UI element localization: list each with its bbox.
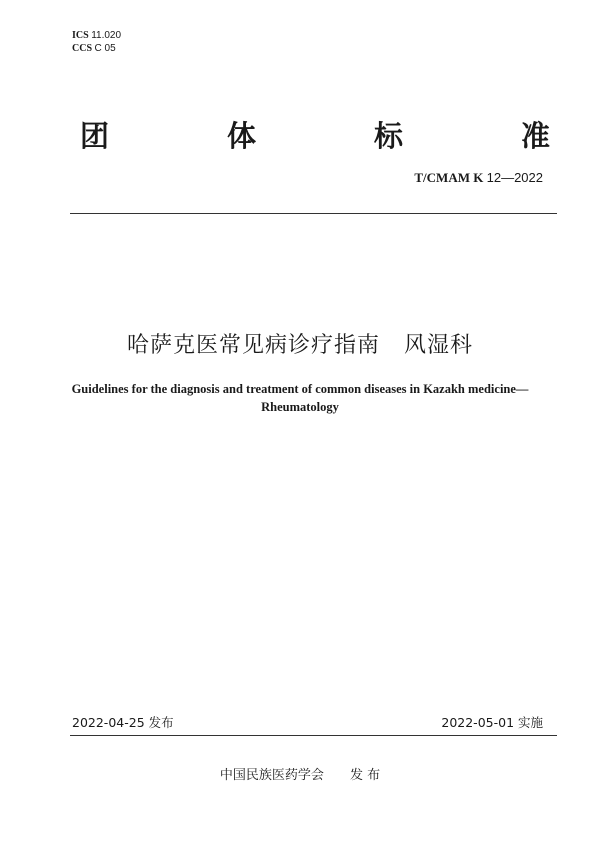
title-chinese (0, 328, 600, 359)
title-english-line-1: Guidelines for the diagnosis and treatment of common diseases in Kazakh medicine— (71, 382, 529, 396)
standard-code-number: 12—2022 (486, 170, 543, 185)
ics-line (72, 29, 121, 42)
standard-code-prefix: T/CMAM K (414, 170, 484, 185)
standard-type-char: 准 (520, 119, 550, 153)
publisher-name: 中国民族医药学会 (219, 768, 324, 783)
bottom-divider (70, 735, 557, 736)
title-english (40, 380, 560, 416)
ccs-line (72, 42, 121, 55)
ics-label: ICS (72, 30, 89, 41)
standard-type-char: 体 (226, 119, 256, 153)
classification-codes (72, 29, 121, 55)
ics-value: 11.020 (91, 30, 122, 41)
title-english-line-2: Rheumatology (261, 400, 339, 414)
ccs-value: C 05 (94, 43, 116, 54)
standard-type-heading (80, 114, 550, 155)
top-divider (70, 213, 557, 214)
standard-type-char: 团 (80, 119, 110, 153)
standard-type-char: 标 (373, 119, 403, 153)
issue-date: 2022-04-25 发布 (72, 715, 174, 730)
title-chinese-main: 哈萨克医常见病诊疗指南 (126, 333, 380, 358)
publisher-line (0, 764, 600, 783)
implementation-date: 2022-05-01 实施 (441, 715, 543, 730)
title-chinese-sub: 风湿科 (404, 333, 474, 358)
ccs-label: CCS (72, 43, 93, 54)
standard-code (414, 170, 543, 186)
publisher-action: 发 布 (349, 768, 381, 783)
